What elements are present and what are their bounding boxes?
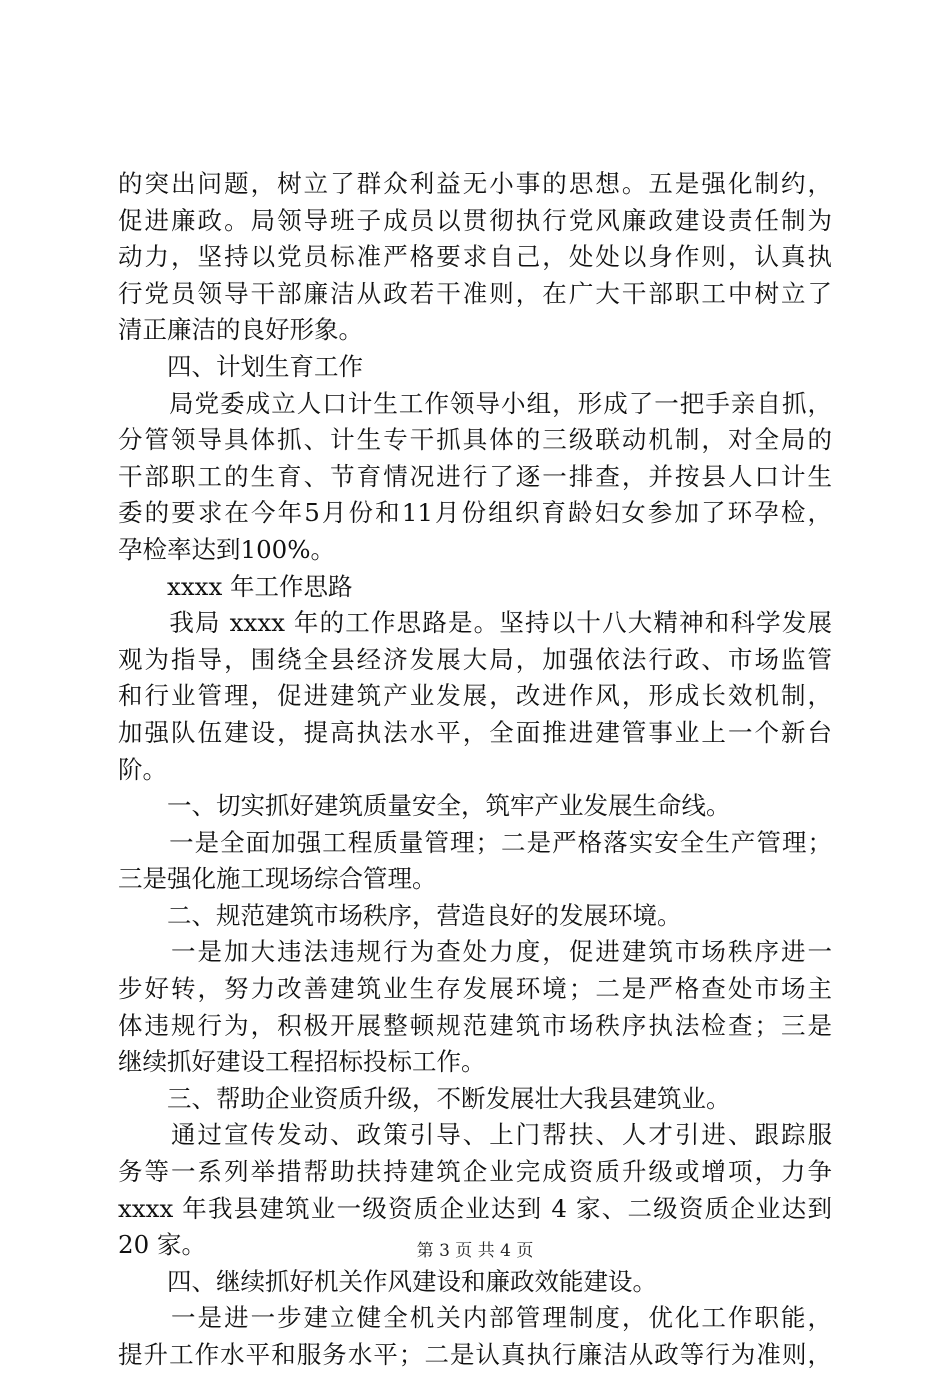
text-line: 行党员领导干部廉洁从政若干准则，在广大干部职工中树立了	[118, 278, 832, 308]
page-footer: 第 3 页 共 4 页	[416, 1241, 534, 1261]
text-line: 一是加大违法违规行为查处力度，促进建筑市场秩序进一	[118, 937, 832, 967]
text-line: xxxx 年我县建筑业一级资质企业达到 4 家、二级资质企业达到	[118, 1193, 832, 1223]
text-line: 委的要求在今年5月份和11月份组织育龄妇女参加了环孕检，	[118, 498, 832, 528]
text-line: 一是全面加强工程质量管理；二是严格落实安全生产管理；	[118, 827, 832, 857]
text-line: 孕检率达到100%。	[118, 534, 336, 564]
text-line: 提升工作水平和服务水平；二是认真执行廉洁从政等行为准则，	[118, 1340, 832, 1369]
text-line: 局党委成立人口计生工作领导小组，形成了一把手亲自抓，	[118, 388, 832, 418]
text-line: 清正廉洁的良好形象。	[118, 315, 363, 345]
text-line: 加强队伍建设，提高执法水平，全面推进建管事业上一个新台	[118, 717, 832, 747]
text-line: 干部职工的生育、节育情况进行了逐一排查，并按县人口计生	[118, 461, 832, 491]
text-line: 观为指导，围绕全县经济发展大局，加强依法行政、市场监管	[118, 644, 832, 674]
text-line: 和行业管理，促进建筑产业发展，改进作风，形成长效机制，	[118, 681, 832, 711]
text-line: 二、规范建筑市场秩序，营造良好的发展环境。	[118, 900, 682, 930]
text-line: 我局 xxxx 年的工作思路是。坚持以十八大精神和科学发展	[118, 608, 832, 638]
text-line: 一是进一步建立健全机关内部管理制度，优化工作职能，	[118, 1303, 832, 1333]
text-line: 20 家。	[118, 1230, 206, 1260]
text-line: 四、计划生育工作	[118, 351, 363, 381]
text-line: 三、帮助企业资质升级，不断发展壮大我县建筑业。	[118, 1083, 731, 1113]
document-body	[118, 166, 832, 1374]
text-line: 继续抓好建设工程招标投标工作。	[118, 1047, 486, 1077]
text-line: 一、切实抓好建筑质量安全，筑牢产业发展生命线。	[118, 791, 731, 821]
text-line: 四、继续抓好机关作风建设和廉政效能建设。	[118, 1266, 657, 1296]
text-line: 动力，坚持以党员标准严格要求自己，处处以身作则，认真执	[118, 242, 832, 272]
text-line: 体违规行为，积极开展整顿规范建筑市场秩序执法检查；三是	[118, 1010, 832, 1040]
text-line: 的突出问题，树立了群众利益无小事的思想。五是强化制约，	[118, 169, 832, 198]
text-line: 通过宣传发动、政策引导、上门帮扶、人才引进、跟踪服	[118, 1120, 832, 1150]
text-line: 阶。	[118, 754, 167, 784]
text-line: 步好转，努力改善建筑业生存发展环境；二是严格查处市场主	[118, 974, 832, 1004]
text-line: 分管领导具体抓、计生专干抓具体的三级联动机制，对全局的	[118, 425, 832, 455]
text-line: 三是强化施工现场综合管理。	[118, 864, 437, 894]
text-line: xxxx 年工作思路	[118, 571, 353, 601]
text-line: 务等一系列举措帮助扶持建筑企业完成资质升级或增项，力争	[118, 1157, 832, 1187]
text-line: 促进廉政。局领导班子成员以贯彻执行党风廉政建设责任制为	[118, 205, 832, 235]
